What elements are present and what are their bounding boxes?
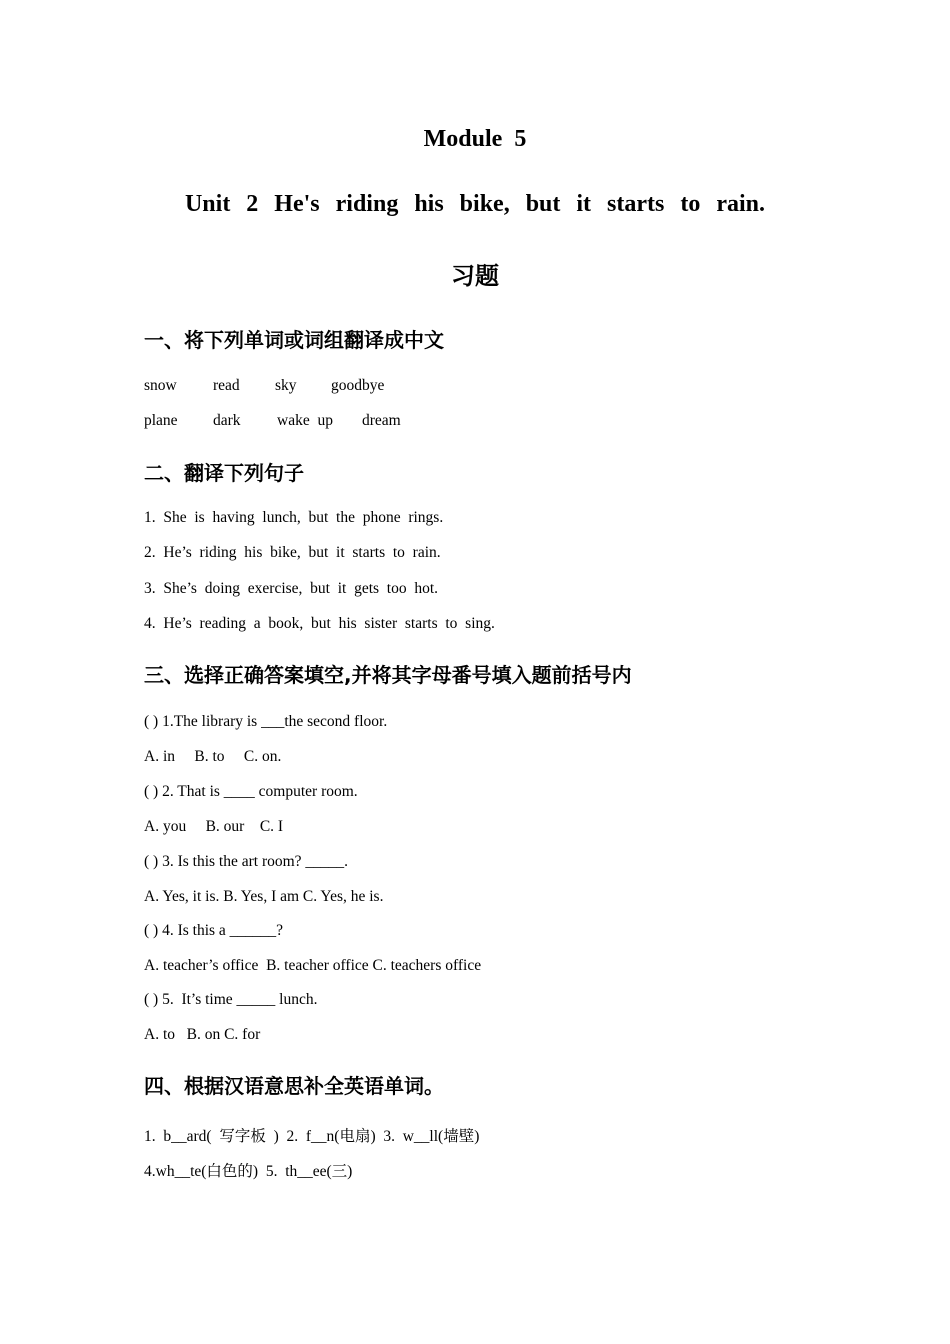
question-1: ( ) 1.The library is ___the second floor. [144, 713, 388, 730]
sentence-1: 1. She is having lunch, but the phone rings. [144, 509, 444, 526]
question-3-options: A. Yes, it is. B. Yes, I am C. Yes, he is. [144, 888, 384, 905]
question-4: ( ) 4. Is this a ______? [144, 922, 284, 939]
unit-title: Unit 2 He's riding his bike, but it starts to rain. [184, 191, 766, 217]
word-snow: snow [144, 377, 177, 394]
word-wake-up: wake up [277, 412, 333, 429]
question-1-options: A. in B. to C. on. [144, 748, 282, 765]
word-read: read [213, 377, 240, 394]
question-4-options: A. teacher’s office B. teacher office C. teachers office [144, 957, 482, 974]
question-5-options: A. to B. on C. for [144, 1026, 261, 1043]
word-plane: plane [144, 412, 178, 429]
section-1-heading: 一、将下列单词或词组翻译成中文 [144, 328, 444, 352]
section-2-heading: 二、翻译下列句子 [144, 461, 304, 485]
sentence-4: 4. He’s reading a book, but his sister starts to sing. [144, 615, 495, 632]
section-3-heading: 三、选择正确答案填空,并将其字母番号填入题前括号内 [144, 663, 632, 687]
section-4-heading: 四、根据汉语意思补全英语单词。 [144, 1074, 444, 1098]
word-dark: dark [213, 412, 241, 429]
word-goodbye: goodbye [331, 377, 385, 394]
question-2-options: A. you B. our C. I [144, 818, 284, 835]
spelling-line-1: 1. b__ard( 写字板 ) 2. f__n(电扇) 3. w__ll(墙壁) [144, 1128, 480, 1145]
question-3: ( ) 3. Is this the art room? _____. [144, 853, 349, 870]
word-dream: dream [362, 412, 401, 429]
question-5: ( ) 5. It’s time _____ lunch. [144, 991, 318, 1008]
question-2: ( ) 2. That is ____ computer room. [144, 783, 358, 800]
word-sky: sky [275, 377, 297, 394]
exercises-title: 习题 [451, 262, 499, 290]
sentence-3: 3. She’s doing exercise, but it gets too hot. [144, 580, 439, 597]
module-title: Module 5 [423, 126, 527, 152]
spelling-line-2: 4.wh__te(白色的) 5. th__ee(三) [144, 1163, 353, 1180]
sentence-2: 2. He’s riding his bike, but it starts to rain. [144, 544, 441, 561]
